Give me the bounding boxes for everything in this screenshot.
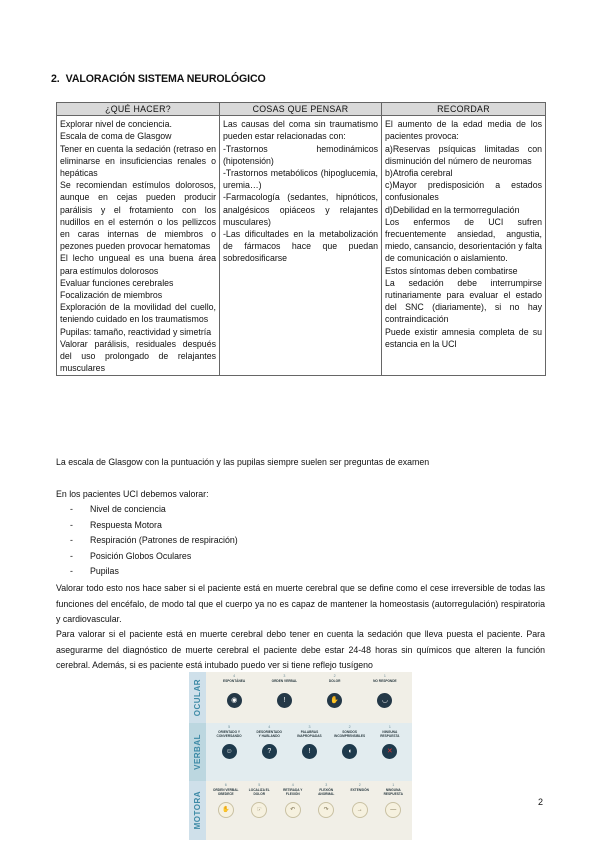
list-item: Tener en cuenta la sedación (retraso en eliminarse en insuficiencias renales o hepáticas (60, 143, 216, 179)
list-item: d)Debilidad en la termorregulación (385, 204, 520, 215)
glasgow-step-score: 3 (308, 725, 311, 729)
list-item: Las causas del coma sin traumatismo pueden estar relacionadas con: (223, 119, 378, 142)
arm-retract-icon: ↶ (285, 802, 301, 818)
glasgow-step-label: DOLOR (328, 679, 341, 683)
glasgow-step-score: 4 (233, 674, 236, 678)
list-item: b)Atrofia cerebral (385, 168, 453, 179)
exam-note: La escala de Glasgow con la puntuación y las pupilas siempre suelen ser preguntas de examen (56, 457, 430, 467)
list-item: Exploración de la movilidad del cuello, teniendo cuidado en los traumatismos (60, 302, 216, 325)
header-recordar: RECORDAR (382, 103, 546, 116)
glasgow-step (296, 723, 322, 781)
glasgow-step-label: NINGUNA RESPUESTA (383, 788, 403, 796)
glasgow-step-score: 1 (388, 725, 391, 729)
verbal-label: VERBAL (193, 734, 202, 770)
ear-icon: ◖ (342, 744, 357, 759)
hand-point-icon: ☞ (251, 802, 267, 818)
glasgow-step-label: PALABRAS INAPROPIADAS (297, 730, 322, 738)
cell-que-hacer (57, 116, 220, 376)
question-icon: ? (262, 744, 277, 759)
glasgow-step-score: 4 (291, 783, 294, 787)
list-item: -Trastornos metabólicos (hipoglucemia, uremia…) (223, 168, 378, 191)
list-item: Explorar nivel de conciencia. (60, 119, 172, 130)
glasgow-step (213, 781, 239, 840)
ocular-section (189, 672, 412, 723)
cell-recordar (382, 116, 546, 376)
glasgow-step (216, 723, 242, 781)
verbal-section (189, 723, 412, 781)
glasgow-step-score: 5 (228, 725, 231, 729)
glasgow-step-label: ESPONTÁNEA (223, 679, 246, 683)
eye-open-icon: ◉ (227, 693, 242, 708)
glasgow-step-label: ORDEN VERBAL OBEDECE (212, 788, 239, 796)
glasgow-step-score: 2 (333, 674, 336, 678)
table-header-row (57, 103, 546, 116)
glasgow-step-score: 1 (392, 783, 395, 787)
section-heading (51, 73, 266, 85)
glasgow-step (322, 672, 348, 723)
list-item: - Nivel de conciencia (56, 502, 238, 518)
list-item: Escala de coma de Glasgow (60, 131, 172, 142)
glasgow-step (280, 781, 306, 840)
glasgow-step (380, 781, 406, 840)
glasgow-step (246, 781, 272, 840)
section-title: VALORACIÓN SISTEMA NEUROLÓGICO (65, 73, 266, 85)
eye-closed-icon: ◡ (377, 693, 392, 708)
arm-flex-icon: ↷ (318, 802, 334, 818)
exclaim-icon: ! (302, 744, 317, 759)
assessment-list (56, 502, 238, 580)
glasgow-step (377, 723, 403, 781)
glasgow-step-score: 2 (348, 725, 351, 729)
list-item: -Farmacología (sedantes, hipnóticos, analgésicos opiáceos y relajantes musculares) (223, 192, 378, 227)
list-item: - Pupilas (56, 564, 238, 580)
arm-still-icon: — (385, 802, 401, 818)
page-number: 2 (538, 797, 544, 807)
table-row (57, 116, 546, 376)
motora-label: MOTORA (193, 791, 202, 830)
glasgow-step (313, 781, 339, 840)
brain-death-paragraph: Valorar todo esto nos hace saber si el paciente está en muerte cerebral que se define como el cese irreversible de todas las funciones del encéfalo, de modo tal que el cuerpo ya no es capaz de mantener la homeostasis (autorregulación) respiratoria y cardiovascular. (56, 583, 545, 625)
chat-icon: ☺ (222, 744, 237, 759)
alert-icon: ! (277, 693, 292, 708)
glasgow-step (334, 723, 366, 781)
sedation-paragraph: Para valorar si el paciente está en muerte cerebral debo tener en cuenta la sedación que lleva puesta el paciente. Para asegurarme del diagnóstico de muerte cerebral el paciente debe estar 24-48 horas sin químicos que alteren la función cerebral. Además, si es paciente está intubado puedo ver si tiene reflejo tusígeno (56, 629, 545, 671)
glasgow-step-score: 4 (268, 725, 271, 729)
glasgow-step-label: EXTENSIÓN (350, 788, 369, 792)
cell-cosas-que-pensar (220, 116, 382, 376)
list-item: Puede existir amnesia completa de su estancia en la UCI (385, 326, 542, 349)
hand-icon: ✋ (327, 693, 342, 708)
list-item: - Posición Globos Oculares (56, 549, 238, 565)
list-item: -Trastornos hemodinámicos (hipotensión) (223, 143, 378, 166)
glasgow-step-score: 3 (283, 674, 286, 678)
list-item: Evaluar funciones cerebrales (60, 277, 174, 288)
glasgow-step (372, 672, 398, 723)
list-item: Pupilas: tamaño, reactividad y simetría (60, 326, 212, 337)
header-cosas-que-pensar: COSAS QUE PENSAR (220, 103, 382, 116)
glasgow-step (271, 672, 297, 723)
list-item: El lecho ungueal es una buena área para estímulos dolorosos (60, 253, 216, 276)
list-item: El aumento de la edad media de los pacientes provoca: (385, 119, 542, 142)
assess-intro: En los pacientes UCI debemos valorar: (56, 489, 209, 499)
ocular-label: OCULAR (193, 678, 202, 717)
arm-extend-icon: → (352, 802, 368, 818)
glasgow-step (221, 672, 247, 723)
hand-up-icon: ✋ (218, 802, 234, 818)
glasgow-step-label: SONIDOS INCOMPRENSIBLES (334, 730, 366, 738)
list-item: La sedación debe interrumpirse rutinariamente para evaluar el estado del SNC (diariamente), si no hay contraindicación (385, 277, 542, 325)
glasgow-step-label: RETIRADA Y FLEXIÓN (283, 788, 303, 796)
glasgow-step-score: 1 (383, 674, 386, 678)
glasgow-step-score: 2 (358, 783, 361, 787)
list-item: c)Mayor predisposición a estados confusionales (385, 180, 542, 203)
section-number: 2. (51, 73, 60, 85)
list-item: Focalización de miembros (60, 290, 163, 301)
glasgow-step-label: ORDEN VERBAL (271, 679, 298, 683)
glasgow-step-label: ORIENTADO Y CONVERSANDO (216, 730, 242, 738)
glasgow-step (256, 723, 282, 781)
list-item: Los enfermos de UCI sufren frecuentemente ansiedad, angustia, miedo, cansancio, desorientación y falta de comunicación o aislamiento. (385, 216, 542, 264)
glasgow-step-label: DESORIENTADO Y HABLANDO (256, 730, 282, 738)
list-item: Valorar parálisis, residuales después del uso prolongado de relajantes musculares (60, 338, 216, 374)
no-response-icon: ✕ (382, 744, 397, 759)
glasgow-step-label: NINGUNA RESPUESTA (380, 730, 400, 738)
motora-section (189, 781, 412, 840)
list-item: -Las dificultades en la metabolización de fármacos hace que puedan sobredosificarse (223, 229, 378, 264)
list-item: - Respuesta Motora (56, 518, 238, 534)
glasgow-step-score: 6 (224, 783, 227, 787)
glasgow-step-label: FLEXIÓN ANORMAL (318, 788, 335, 796)
glasgow-scale-figure (189, 672, 412, 840)
glasgow-step-label: NO RESPONDE (373, 679, 397, 683)
list-item: a)Reservas psíquicas limitadas con disminución del número de neuromas (385, 143, 542, 166)
list-item: Estos síntomas deben combatirse (385, 265, 518, 276)
list-item: - Respiración (Patrones de respiración) (56, 533, 238, 549)
glasgow-step (347, 781, 373, 840)
glasgow-step-score: 3 (325, 783, 328, 787)
header-que-hacer: ¿QUÉ HACER? (57, 103, 220, 116)
glasgow-step-score: 5 (258, 783, 261, 787)
assessment-table (56, 102, 546, 376)
glasgow-step-label: LOCALIZA EL DOLOR (248, 788, 270, 796)
list-item: Se recomiendan estímulos dolorosos, aunque en cejas pueden producir parálisis y el frotamiento con los nudillos en el esternón o los pellizcos en caras internas de miembros o pezones pueden provocar hematomas (60, 180, 216, 252)
